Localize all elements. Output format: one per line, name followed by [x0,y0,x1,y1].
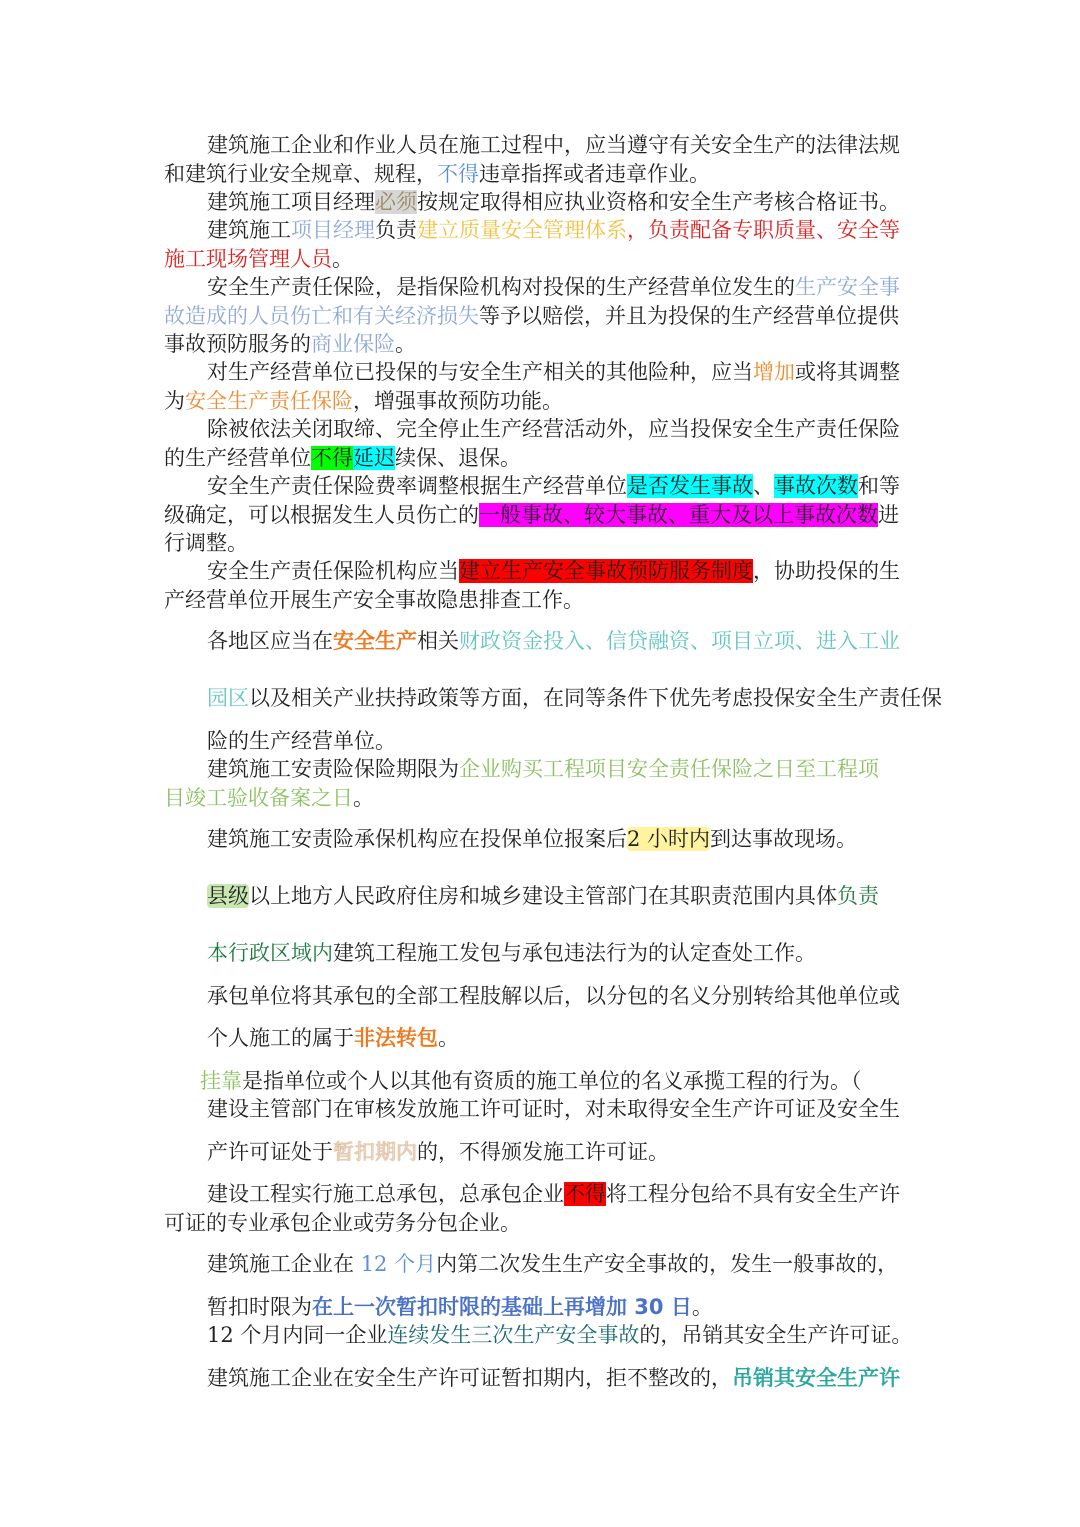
text-line [164,1180,924,1209]
highlighted-text: 安全生产 [333,629,417,653]
paragraph [164,557,924,614]
text-run: 以上地方人民政府住房和城乡建设主管部门在其职责范围内具体 [249,884,837,908]
text-run: 险的生产经营单位。 [207,729,396,753]
highlighted-text: 在上一次暂扣时限的基础上再增加 30 日 [312,1295,692,1319]
paragraph [164,684,942,713]
text-run: 等予以赔偿，并且为投保的生产经营单位提供 [479,303,899,328]
text-line [164,188,924,217]
paragraph [164,727,924,756]
text-run: 以及相关产业扶持政策等方面，在同等条件下优先考虑投保安全生产责任保 [249,686,942,710]
highlighted-text: 项目经理 [291,218,375,242]
text-run: 可证的专业承包企业或劳务分包企业。 [164,1210,521,1235]
text-line [164,302,924,331]
highlighted-text: 建立生产安全事故预防服务制度 [459,559,753,583]
text-run: 、 [753,474,774,498]
paragraph [164,415,924,472]
text-line [164,586,924,615]
paragraph [164,939,924,968]
text-line [164,784,924,813]
text-run: 暂扣时限为 [207,1295,312,1319]
text-run: 和建筑行业安全规章、规程， [164,161,437,186]
highlighted-text: 建立质量安全管理体系 [417,218,627,242]
text-run: 内第二次发生生产安全事故的，发生一般事故的， [436,1252,899,1276]
text-run: 负责 [375,218,417,242]
text-run: 。 [438,1026,459,1050]
paragraph [164,1293,924,1322]
highlighted-text: 县级 [207,884,249,908]
text-line [164,444,924,473]
highlighted-text: 园区 [207,686,249,710]
highlighted-text: 连续发生三次生产安全事故 [387,1323,640,1347]
highlighted-text: 暂扣期内 [333,1140,417,1164]
highlighted-text: 延迟 [353,445,395,470]
paragraph [164,1250,924,1279]
text-line [164,501,924,530]
text-line [164,939,924,968]
text-line [164,358,924,387]
text-line [164,1138,924,1167]
text-run: 建筑施工 [207,218,291,242]
text-line [164,627,924,656]
highlighted-text: 商业保险 [311,332,395,356]
paragraph [164,1138,924,1167]
highlighted-text: 12 个月 [360,1252,437,1276]
text-line [164,882,924,911]
text-line [164,415,924,444]
text-run: 。 [691,1295,713,1319]
text-line [164,245,924,274]
text-run: 行调整。 [164,531,248,555]
paragraph [164,1024,924,1053]
paragraph [164,358,924,415]
text-run: 各地区应当在 [207,629,333,653]
text-run: 建设工程实行施工总承包，总承包企业 [207,1182,564,1206]
text-line [164,1293,924,1322]
text-line [164,557,924,586]
highlighted-text: 不得 [311,445,353,470]
paragraph [164,755,924,812]
text-line [164,1209,924,1238]
highlighted-text: 财政资金投入、信贷融资、项目立项、进入工业 [459,629,900,653]
text-run: 事故预防服务的 [164,332,311,356]
paragraph [164,825,924,854]
text-line [164,472,924,501]
highlighted-text: 目竣工验收备案之日 [164,785,353,810]
highlighted-text: 安全生产责任保险 [185,388,353,413]
text-run: 是指单位或个人以其他有资质的施工单位的名义承揽工程的行为。（ [242,1069,862,1093]
text-run: 级确定，可以根据发生人员伤亡的 [164,502,479,527]
paragraph [164,131,924,188]
text-run: ，协助投保的生 [753,559,900,583]
text-run: 建筑施工企业在安全生产许可证暂扣期内，拒不整改的， [207,1366,732,1390]
text-line [164,1095,924,1124]
text-run: 建筑施工安责险保险期限为 [207,757,459,781]
paragraph [164,1180,924,1237]
text-line [164,131,924,160]
text-run: 相关 [417,629,459,653]
paragraph [164,1067,924,1096]
text-run: 的，吊销其安全生产许可证。 [639,1323,913,1347]
text-run: 的，不得颁发施工许可证。 [417,1140,669,1164]
text-run: 的生产经营单位 [164,445,311,470]
highlighted-text: 挂靠 [200,1069,242,1093]
text-run: 进 [878,502,899,527]
text-run: 安全生产责任保险费率调整根据生产经营单位 [207,474,627,498]
highlighted-text: 生产安全事 [795,275,900,299]
text-run: 建筑施工企业和作业人员在施工过程中，应当遵守有关安全生产的法律法规 [207,133,900,157]
highlighted-text: 施工现场管理人员 [164,246,332,271]
paragraph [164,627,924,656]
text-run: 建筑施工项目经理 [207,190,375,214]
text-line [164,529,924,558]
text-line [164,1067,924,1096]
text-run: 。 [395,332,416,356]
text-line [164,387,924,416]
paragraph [164,1095,924,1124]
text-line [164,216,924,245]
text-run: 建筑工程施工发包与承包违法行为的认定查处工作。 [333,941,816,965]
text-line [164,684,942,713]
text-line [164,727,924,756]
text-run: 对生产经营单位已投保的与安全生产相关的其他险种，应当 [207,360,753,384]
highlighted-text: 必须 [375,190,417,214]
paragraph [164,188,924,217]
highlighted-text: ，负责配备专职质量、安全等 [627,218,900,242]
paragraph [164,1321,924,1350]
highlighted-text: 不得 [564,1182,606,1206]
paragraph [164,216,924,273]
text-run: 按规定取得相应执业资格和安全生产考核合格证书。 [417,190,900,214]
text-run: 建设主管部门在审核发放施工许可证时，对未取得安全生产许可证及安全生 [207,1097,900,1121]
highlighted-text: 故造成的人员伤亡和有关经济损失 [164,303,479,328]
paragraph [164,882,924,911]
highlighted-text: 非法转包 [354,1026,438,1050]
paragraph [164,1364,924,1393]
text-run: 将工程分包给不具有安全生产许 [606,1182,900,1206]
text-run: ，增强事故预防功能。 [353,388,563,413]
highlighted-text: 事故次数 [774,474,858,498]
highlighted-text: 是否发生事故 [627,474,753,498]
text-run: 建筑施工安责险承保机构应在投保单位报案后 [207,827,627,851]
paragraph [164,982,924,1011]
text-run: 12 个月内同一企业 [207,1323,388,1347]
paragraph [164,273,924,359]
paragraph [164,472,924,558]
text-run: 为 [164,388,185,413]
highlighted-text: 不得 [437,161,479,186]
text-run: 。 [332,246,353,271]
text-run: 承包单位将其承包的全部工程肢解以后，以分包的名义分别转给其他单位或 [207,984,900,1008]
text-run: 产经营单位开展生产安全事故隐患排查工作。 [164,587,584,612]
text-run: 除被依法关闭取缔、完全停止生产经营活动外，应当投保安全生产责任保险 [207,417,900,441]
highlighted-text: 一般事故、较大事故、重大及以上事故次数 [479,502,878,527]
text-line [164,1024,924,1053]
highlighted-text: 吊销其安全生产许 [732,1366,900,1390]
text-line [164,1364,924,1393]
text-line [164,160,924,189]
text-line [164,755,924,784]
text-line [164,982,924,1011]
text-run: 和等 [858,474,900,498]
text-run: 。 [353,785,374,810]
highlighted-text: 2 小时内 [627,827,711,851]
text-run: 安全生产责任保险，是指保险机构对投保的生产经营单位发生的 [207,275,795,299]
highlighted-text: 负责 [837,884,879,908]
text-run: 或将其调整 [795,360,900,384]
highlighted-text: 增加 [753,360,795,384]
text-line [164,825,924,854]
highlighted-text: 企业购买工程项目安全责任保险之日至工程项 [459,757,879,781]
text-run: 个人施工的属于 [207,1026,354,1050]
text-run: 违章指挥或者违章作业。 [479,161,710,186]
text-run: 安全生产责任保险机构应当 [207,559,459,583]
text-run: 产许可证处于 [207,1140,333,1164]
text-line [164,330,924,359]
text-run: 建筑施工企业在 [207,1252,361,1276]
text-line [164,1250,924,1279]
text-run: 续保、退保。 [395,445,521,470]
text-line [164,273,924,302]
highlighted-text: 本行政区域内 [207,941,333,965]
text-line [164,1321,924,1350]
text-run: 到达事故现场。 [710,827,858,851]
